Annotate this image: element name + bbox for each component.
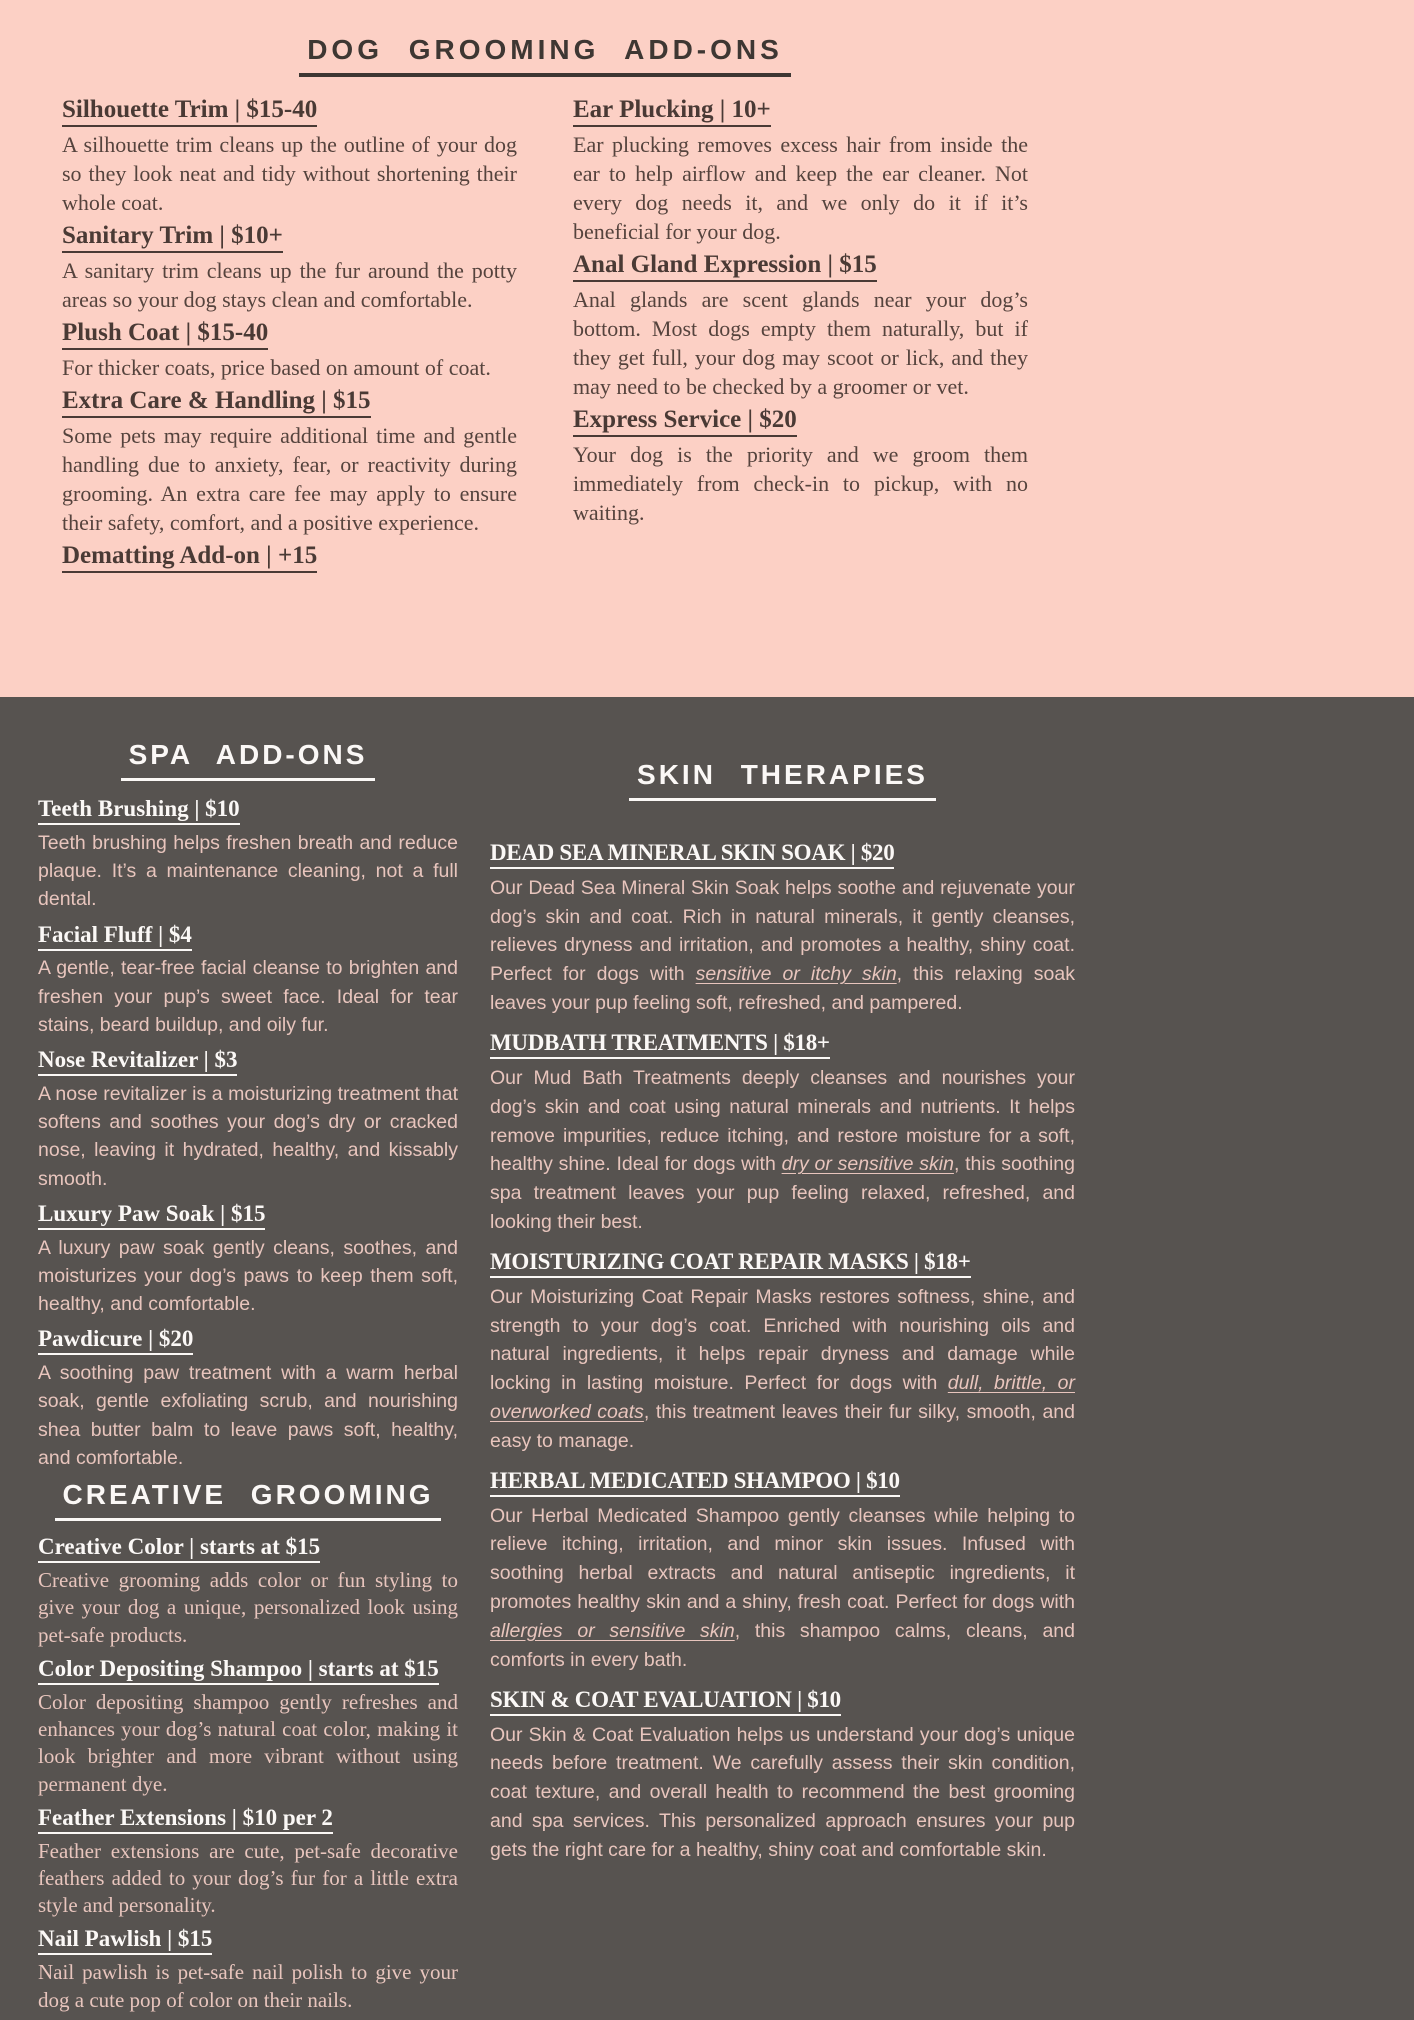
service-heading: Nail Pawlish | $15 bbox=[38, 1925, 458, 1954]
item-creative-color bbox=[38, 1533, 458, 1649]
item-luxury-paw-soak bbox=[38, 1200, 458, 1319]
item-plush-coat bbox=[62, 318, 517, 382]
item-express-service bbox=[573, 405, 1028, 527]
item-moisturizing-coat-repair-masks bbox=[490, 1248, 1075, 1456]
service-description: Our Mud Bath Treatments deeply cleanses and nourishes your dog’s skin and coat using natural minerals and nutrients. It helps remove impurities, reduce itching, and restore moisture for a soft, healthy shine. Ideal for dogs with dry or sensitive skin, this soothing spa treatment leaves your pup feeling relaxed, refreshed, and looking their best. bbox=[490, 1066, 1075, 1234]
skin-therapies-column bbox=[490, 697, 1075, 2020]
service-heading: Creative Color | starts at $15 bbox=[38, 1533, 458, 1562]
service-description: Feather extensions are cute, pet-safe decorative feathers added to your dog’s fur for a little extra style and personality. bbox=[38, 1838, 458, 1918]
service-description: A silhouette trim cleans up the outline of your dog so they look neat and tidy without shortening their whole coat. bbox=[62, 132, 517, 216]
service-description: A sanitary trim cleans up the fur around the potty areas so your dog stays clean and comfortable. bbox=[62, 258, 517, 313]
item-anal-gland-expression bbox=[573, 250, 1028, 401]
service-description: For thicker coats, price based on amount of coat. bbox=[62, 355, 491, 381]
service-heading: Ear Plucking | 10+ bbox=[573, 95, 1028, 125]
item-ear-plucking bbox=[573, 95, 1028, 246]
service-heading: MOISTURIZING COAT REPAIR MASKS | $18+ bbox=[490, 1248, 1075, 1277]
dog-grooming-addons-title-wrap bbox=[62, 34, 1028, 77]
item-mudbath-treatments bbox=[490, 1029, 1075, 1237]
grooming-left-column bbox=[62, 95, 517, 576]
service-description: A soothing paw treatment with a warm herbal soak, gentle exfoliating scrub, and nourishing shea butter balm to leave paws soft, healthy, and comfortable. bbox=[38, 1362, 458, 1469]
skin-therapies-title: SKIN THERAPIES bbox=[629, 759, 936, 801]
service-heading: Color Depositing Shampoo | starts at $15 bbox=[38, 1655, 458, 1684]
skin-therapies-title-wrap bbox=[490, 759, 1075, 801]
creative-grooming-title-wrap bbox=[38, 1479, 458, 1521]
service-heading: DEAD SEA MINERAL SKIN SOAK | $20 bbox=[490, 839, 1075, 868]
service-description: Our Dead Sea Mineral Skin Soak helps soothe and rejuvenate your dog’s skin and coat. Rich in natural minerals, it gently cleanses, relieves dryness and irritation, and promotes a healthy, shiny coat. Perfect for dogs with sensitive or itchy skin, this relaxing soak leaves your pup feeling soft, refreshed, and pampered. bbox=[490, 876, 1075, 1015]
item-silhouette-trim bbox=[62, 95, 517, 217]
service-description: Creative grooming adds color or fun styling to give your dog a unique, personalized look using pet-safe products. bbox=[38, 1568, 458, 1647]
service-description: Anal glands are scent glands near your dog’s bottom. Most dogs empty them naturally, but if they get full, your dog may scoot or lick, and they may need to be checked by a groomer or vet. bbox=[573, 287, 1028, 400]
service-description: Teeth brushing helps freshen breath and reduce plaque. It’s a maintenance cleaning, not a full dental. bbox=[38, 831, 458, 911]
service-description: Nail pawlish is pet-safe nail polish to give your dog a cute pop of color on their nails. bbox=[38, 1960, 458, 2012]
item-teeth-brushing bbox=[38, 795, 458, 914]
item-nose-revitalizer bbox=[38, 1046, 458, 1193]
creative-grooming-title: CREATIVE GROOMING bbox=[55, 1479, 442, 1521]
spa-addons-title: SPA ADD-ONS bbox=[121, 739, 376, 781]
service-heading: Silhouette Trim | $15-40 bbox=[62, 95, 517, 125]
dog-grooming-addons-section bbox=[0, 0, 1414, 697]
service-description: A nose revitalizer is a moisturizing treatment that softens and soothes your dog’s dry or cracked nose, leaving it hydrated, healthy, and kissably smooth. bbox=[38, 1082, 458, 1190]
grooming-right-column bbox=[573, 95, 1028, 576]
spa-and-skin-section bbox=[0, 697, 1414, 2012]
service-description: Our Herbal Medicated Shampoo gently cleanses while helping to relieve itching, irritation, and minor skin issues. Infused with soothing herbal extracts and natural antiseptic ingredients, it promotes healthy skin and a shiny, fresh coat. Perfect for dogs with allergies or sensitive skin, this shampoo calms, cleans, and comforts in every bath. bbox=[490, 1504, 1075, 1671]
item-herbal-medicated-shampoo bbox=[490, 1467, 1075, 1675]
service-heading: Nose Revitalizer | $3 bbox=[38, 1046, 458, 1075]
service-heading: Teeth Brushing | $10 bbox=[38, 795, 458, 824]
service-description: A luxury paw soak gently cleans, soothes, and moisturizes your dog’s paws to keep them soft, healthy, and comfortable. bbox=[38, 1236, 458, 1316]
item-color-depositing-shampoo bbox=[38, 1655, 458, 1798]
service-heading: Feather Extensions | $10 per 2 bbox=[38, 1804, 458, 1833]
service-description: Your dog is the priority and we groom them immediately from check-in to pickup, with no waiting. bbox=[573, 442, 1028, 526]
service-heading: Luxury Paw Soak | $15 bbox=[38, 1200, 458, 1229]
service-heading: Express Service | $20 bbox=[573, 405, 1028, 435]
item-skin-coat-evaluation bbox=[490, 1686, 1075, 1865]
item-feather-extensions bbox=[38, 1804, 458, 1920]
service-heading: Facial Fluff | $4 bbox=[38, 921, 458, 950]
item-dematting-addon bbox=[62, 541, 517, 571]
service-heading: MUDBATH TREATMENTS | $18+ bbox=[490, 1029, 1075, 1058]
item-nail-pawlish bbox=[38, 1925, 458, 2013]
service-heading: SKIN & COAT EVALUATION | $10 bbox=[490, 1686, 1075, 1715]
service-description: Some pets may require additional time and gentle handling due to anxiety, fear, or reactivity during grooming. An extra care fee may apply to ensure their safety, comfort, and a positive experience. bbox=[62, 423, 517, 536]
service-description: Ear plucking removes excess hair from inside the ear to help airflow and keep the ear cleaner. Not every dog needs it, and we only do it if it’s beneficial for your dog. bbox=[573, 132, 1028, 245]
service-heading: Pawdicure | $20 bbox=[38, 1325, 458, 1354]
service-heading: Dematting Add-on | +15 bbox=[62, 541, 517, 571]
service-heading: Extra Care & Handling | $15 bbox=[62, 386, 517, 416]
item-dead-sea-mineral-skin-soak bbox=[490, 839, 1075, 1018]
service-heading: Sanitary Trim | $10+ bbox=[62, 221, 517, 251]
item-facial-fluff bbox=[38, 921, 458, 1040]
item-pawdicure bbox=[38, 1325, 458, 1472]
service-description: Our Skin & Coat Evaluation helps us understand your dog’s unique needs before treatment. We carefully assess their skin condition, coat texture, and overall health to recommend the best grooming and spa services. This personalized approach ensures your pup gets the right care for a healthy, shiny coat and comfortable skin. bbox=[490, 1723, 1075, 1861]
item-sanitary-trim bbox=[62, 221, 517, 314]
service-description: A gentle, tear-free facial cleanse to brighten and freshen your pup’s sweet face. Ideal for tear stains, beard buildup, and oily fur. bbox=[38, 957, 458, 1036]
dog-grooming-addons-title: DOG GROOMING ADD-ONS bbox=[299, 34, 791, 77]
service-heading: Anal Gland Expression | $15 bbox=[573, 250, 1028, 280]
spa-addons-title-wrap bbox=[38, 739, 458, 781]
spa-creative-column bbox=[38, 697, 458, 2020]
service-description: Our Moisturizing Coat Repair Masks restores softness, shine, and strength to your dog’s coat. Enriched with nourishing oils and natural ingredients, it helps repair dryness and damage while locking in lasting moisture. Perfect for dogs with dull, brittle, or overworked coats, this treatment leaves their fur silky, smooth, and easy to manage. bbox=[490, 1285, 1075, 1452]
item-extra-care-handling bbox=[62, 386, 517, 537]
service-description: Color depositing shampoo gently refreshes and enhances your dog’s natural coat color, making it look brighter and more vibrant without using permanent dye. bbox=[38, 1689, 458, 1796]
service-heading: Plush Coat | $15-40 bbox=[62, 318, 517, 348]
service-heading: HERBAL MEDICATED SHAMPOO | $10 bbox=[490, 1467, 1075, 1496]
